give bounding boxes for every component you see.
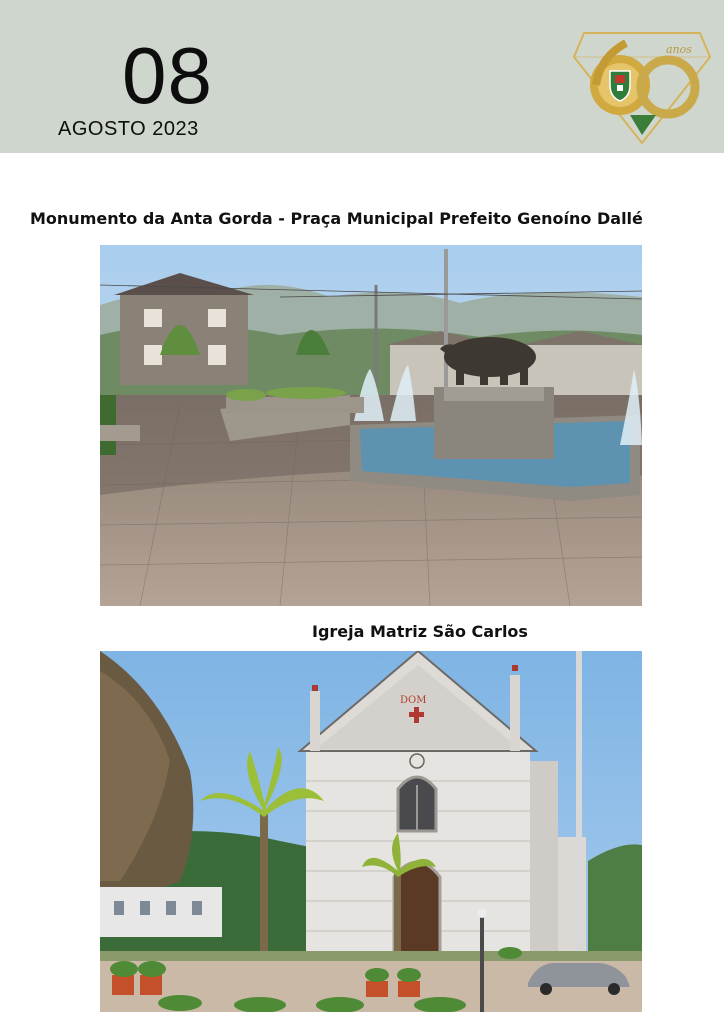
- photo-caption-monument: Monumento da Anta Gorda - Praça Municipal Prefeito Genoíno Dallé: [30, 209, 643, 228]
- sixty-years-logo: [570, 27, 714, 145]
- date-month-year: AGOSTO 2023: [58, 118, 199, 140]
- photo-monument-square: [100, 245, 642, 606]
- facade-inscription: DOM: [400, 695, 427, 706]
- photo-mother-church: [100, 651, 642, 1012]
- logo-word: anos: [666, 43, 692, 56]
- header-band: [0, 0, 724, 153]
- city-coat-of-arms-icon: [610, 71, 630, 101]
- date-day: 08: [122, 31, 213, 120]
- photo-caption-church: Igreja Matriz São Carlos: [312, 622, 528, 641]
